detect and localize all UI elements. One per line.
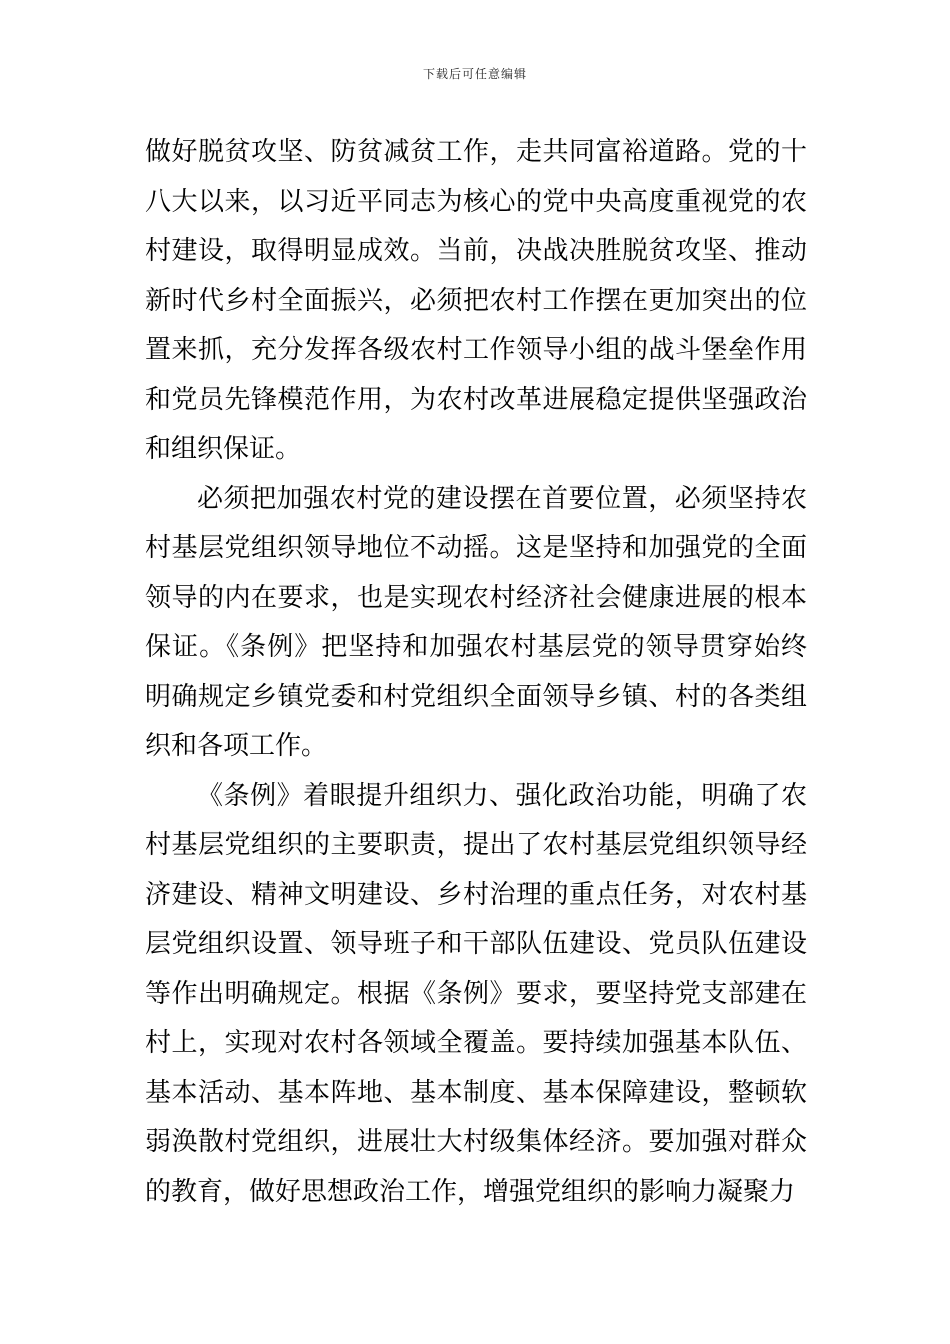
paragraph-1: 做好脱贫攻坚、防贫减贫工作，走共同富裕道路。党的十八大以来，以习近平同志为核心的党中央高度重视党的农村建设，取得明显成效。当前，决战决胜脱贫攻坚、推动新时代乡村全面振兴，必须把农村工作摆在更加突出的位置来抓，充分发挥各级农村工作领导小组的战斗堡垒作用和党员先锋模范作用，为农村改革进展稳定提供坚强政治和组织保证。 [145,137,807,464]
paragraph-3: 《条例》着眼提升组织力、强化政治功能，明确了农村基层党组织的主要职责，提出了农村基层党组织领导经济建设、精神文明建设、乡村治理的重点任务，对农村基层党组织设置、领导班子和干部队伍建设、党员队伍建设等作出明确规定。根据《条例》要求，要坚持党支部建在村上，实现对农村各领域全覆盖。要持续加强基本队伍、基本活动、基本阵地、基本制度、基本保障建设，整顿软弱涣散村党组织，进展壮大村级集体经济。要加强对群众的教育，做好思想政治工作，增强党组织的影响力凝聚力 [145,780,807,1207]
paragraph-2: 必须把加强农村党的建设摆在首要位置，必须坚持农村基层党组织领导地位不动摇。这是坚持和加强党的全面领导的内在要求，也是实现农村经济社会健康进展的根本保证。《条例》把坚持和加强农村基层党的领导贯穿始终明确规定乡镇党委和村党组织全面领导乡镇、村的各类组织和各项工作。 [145,483,807,761]
page-header: 下载后可任意编辑 [422,67,527,81]
document-body [145,128,807,1217]
